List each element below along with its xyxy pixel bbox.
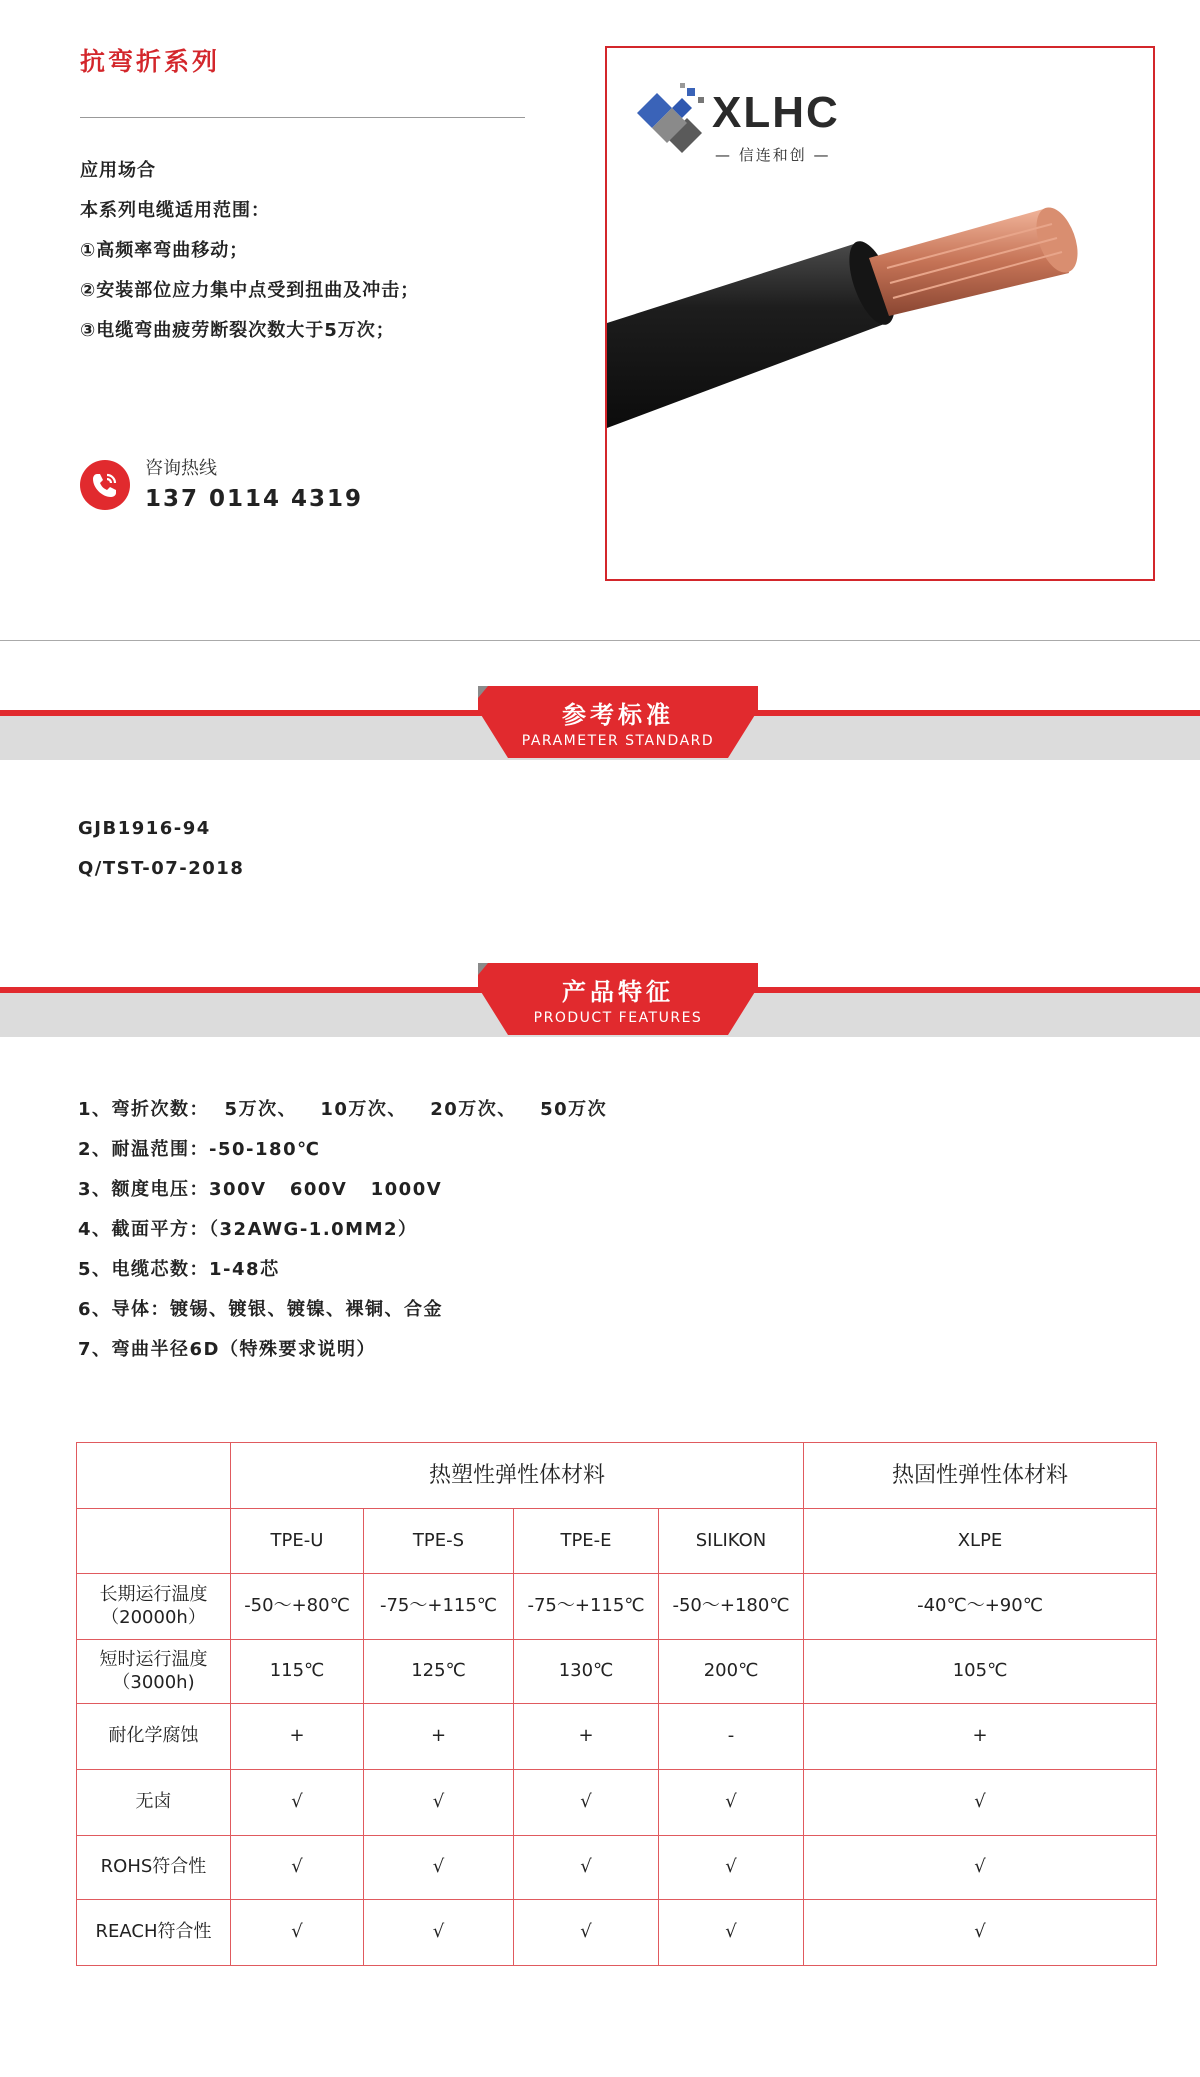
standard-title-en: PARAMETER STANDARD [521,733,715,749]
standard-item: Q/TST-07-2018 [78,858,245,879]
row-header: 耐化学腐蚀 [77,1704,231,1770]
table-row [77,1704,1157,1770]
table-cell: -40℃～+90℃ [804,1574,1157,1640]
table-row [77,1574,1157,1640]
table-cell: √ [804,1836,1157,1900]
table-cell: √ [231,1836,364,1900]
application-line: 本系列电缆适用范围： [80,200,270,221]
application-line: ①高频率弯曲移动； [80,240,249,261]
feature-item: 4、截面平方：（32AWG-1.0MM2） [78,1219,418,1240]
table-cell: - [659,1704,804,1770]
material-header: SILIKON [659,1509,804,1574]
standard-item: GJB1916-94 [78,818,211,839]
features-title-cn: 产品特征 [562,978,674,1006]
brand-logo-mark [632,83,712,157]
table-cell: 105℃ [804,1640,1157,1704]
table-cell: 200℃ [659,1640,804,1704]
group-thermoset-header: 热固性弹性体材料 [804,1443,1157,1509]
table-cell: √ [804,1900,1157,1966]
table-row [77,1900,1157,1966]
material-spec-table [76,1442,1157,1966]
brand-logo-text: XLHC [712,88,840,137]
row-header: REACH符合性 [77,1900,231,1966]
standard-title-cn: 参考标准 [562,701,674,729]
table-cell: √ [659,1836,804,1900]
table-group-header-row [77,1443,1157,1509]
table-row [77,1640,1157,1704]
table-row [77,1770,1157,1836]
feature-item: 3、额度电压：300V 600V 1000V [78,1179,443,1200]
feature-item: 1、弯折次数： 5万次、 10万次、 20万次、 50万次 [78,1099,608,1120]
brand-logo-subtitle: — 信连和创 — [715,146,831,164]
row-header: 短时运行温度 （3000h) [77,1640,231,1704]
material-header: TPE-S [364,1509,514,1574]
features-title-en: PRODUCT FEATURES [533,1010,703,1026]
table-cell: -50～+80℃ [231,1574,364,1640]
table-cell: √ [364,1900,514,1966]
row-header: 无卤 [77,1770,231,1836]
group-thermoplastic-header: 热塑性弹性体材料 [231,1443,804,1509]
table-cell: + [514,1704,659,1770]
table-cell: √ [231,1900,364,1966]
table-cell: √ [364,1770,514,1836]
table-cell: -50～+180℃ [659,1574,804,1640]
table-cell: √ [231,1770,364,1836]
series-title: 抗弯折系列 [80,47,221,76]
title-divider [80,117,525,118]
section-divider [0,640,1200,641]
material-header: XLPE [804,1509,1157,1574]
material-header: TPE-E [514,1509,659,1574]
feature-item: 7、弯曲半径6D（特殊要求说明） [78,1339,376,1360]
hotline-number[interactable]: 137 0114 4319 [145,486,364,512]
table-material-header-row [77,1509,1157,1574]
table-blank-cell [77,1509,231,1574]
table-cell: 115℃ [231,1640,364,1704]
table-row [77,1836,1157,1900]
material-header: TPE-U [231,1509,364,1574]
table-cell: √ [514,1900,659,1966]
table-cell: + [364,1704,514,1770]
application-line: ②安装部位应力集中点受到扭曲及冲击； [80,280,420,301]
table-cell: √ [514,1836,659,1900]
table-cell: √ [364,1836,514,1900]
table-cell: √ [514,1770,659,1836]
table-cell: -75～+115℃ [514,1574,659,1640]
hotline-label: 咨询热线 [145,458,217,479]
table-corner-cell [77,1443,231,1509]
table-cell: 130℃ [514,1640,659,1704]
table-cell: + [231,1704,364,1770]
table-cell: 125℃ [364,1640,514,1704]
cable-illustration [607,188,1153,488]
application-heading: 应用场合 [80,160,156,181]
table-cell: + [804,1704,1157,1770]
table-cell: √ [659,1770,804,1836]
feature-item: 6、导体：镀锡、镀银、镀镍、裸铜、合金 [78,1299,444,1320]
table-cell: -75～+115℃ [364,1574,514,1640]
product-image-frame [605,46,1155,581]
feature-item: 5、电缆芯数：1-48芯 [78,1259,280,1280]
row-header: ROHS符合性 [77,1836,231,1900]
phone-icon[interactable] [80,460,130,510]
application-line: ③电缆弯曲疲劳断裂次数大于5万次； [80,320,395,341]
feature-item: 2、耐温范围：-50-180℃ [78,1139,321,1160]
row-header: 长期运行温度 （20000h） [77,1574,231,1640]
table-cell: √ [804,1770,1157,1836]
table-cell: √ [659,1900,804,1966]
